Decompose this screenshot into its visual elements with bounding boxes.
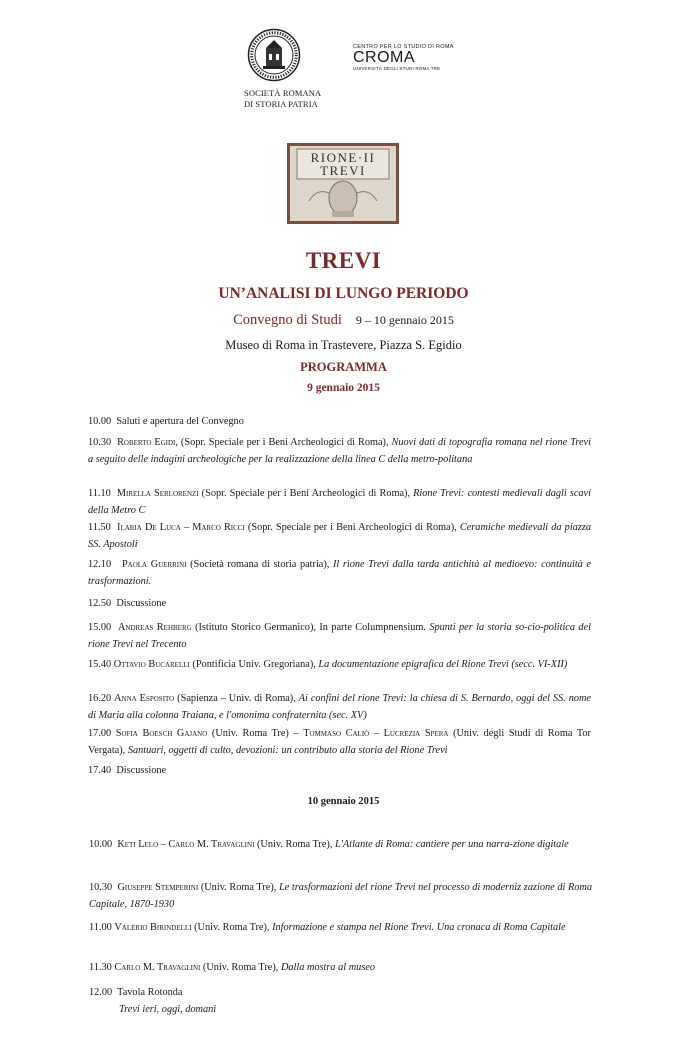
page-title: TREVI — [305, 248, 382, 273]
entry-speaker: Andreas Rehberg — [117, 622, 192, 633]
entry-time: 12.00 — [89, 987, 113, 998]
entry-affiliation-2: (Univ. degli Studi di Roma Tor Vergata), — [88, 728, 591, 756]
entry-affiliation: (Istituto Storico Germanico), In parte Columpnensium. — [191, 622, 430, 633]
entry-affiliation: (Univ. Roma Tre), — [191, 922, 273, 933]
convegno-line — [0, 312, 687, 329]
entry-text: Discussione — [116, 598, 167, 609]
entry-title: La documentazione epigrafica del Rione Trevi (secc. VI-XII) — [318, 659, 568, 670]
program-entry — [88, 485, 591, 519]
entry-speaker: Sofia Boesch Gajano — [115, 728, 208, 739]
entry-speaker: Valerio Birindelli — [114, 922, 192, 933]
venue: Museo di Roma in Trastevere, Piazza S. Egidio — [225, 338, 462, 352]
entry-speaker: Keti Lelo – Carlo M. Travaglini — [117, 839, 255, 850]
entry-title: Nuovi dati di topografia romana nel rione Trevi a seguito delle indagini archeologiche per la realizzazione della linea C della metro-politana — [88, 437, 591, 465]
program-entry — [88, 413, 591, 430]
subtitle: UN’ANALISI DI LUNGO PERIODO — [218, 285, 469, 302]
program-entry — [89, 984, 592, 1018]
entry-title: Ai confini del rione Trevi: la chiesa di S. Bernardo, oggi del SS. nome di Maria alla colonna Traiana, e l'omonima confraternita (sec. XV) — [88, 693, 592, 721]
entry-affiliation: (Sopr. Speciale per i Beni Archeologici di Roma), — [244, 522, 460, 533]
program-entry — [89, 836, 592, 853]
plaque-line-1: RIONE·II — [310, 150, 376, 165]
entry-title: Le trasformazioni del rione Trevi nel processo di moderniz zazione di Roma Capitale, 1870-1930 — [89, 882, 592, 910]
convegno-dates: 9 – 10 gennaio 2015 — [355, 313, 454, 327]
programma-heading: PROGRAMMA — [300, 360, 387, 374]
society-seal-logo — [247, 28, 301, 82]
entry-title: Ceramiche medievali da piazza SS. Apostoli — [88, 522, 592, 550]
croma-wordmark: CROMA — [353, 49, 416, 66]
entry-title: Informazione e stampa nel Rione Trevi. Una cronaca di Roma Capitale — [272, 922, 566, 933]
entry-text: Tavola Rotonda — [117, 987, 183, 998]
program-entry — [88, 595, 591, 612]
entry-time: 10.00 — [88, 416, 112, 427]
entry-speaker: Anna Esposito — [114, 693, 175, 704]
program-entry — [88, 434, 591, 468]
croma-caption-top: CENTRO PER LO STUDIO DI ROMA — [353, 44, 454, 50]
entry-title: Trevi ieri, oggi, domani — [119, 1004, 217, 1015]
society-line-2: DI STORIA PATRIA — [244, 99, 318, 109]
entry-title: L'Atlante di Roma: cantiere per una narra-zione digitale — [334, 839, 569, 850]
entry-time: 15.40 — [88, 659, 112, 670]
entry-time: 17.00 — [88, 728, 112, 739]
entry-time: 17.40 — [88, 765, 112, 776]
entry-affiliation: (Univ. Roma Tre) – — [207, 728, 304, 739]
society-line-1: SOCIETÀ ROMANA — [244, 88, 322, 98]
program-entry — [89, 879, 592, 913]
program-entry — [89, 919, 592, 936]
program-entry — [88, 519, 591, 553]
entry-affiliation: , (Sopr. Speciale per i Beni Archeologici di Roma), — [175, 437, 392, 448]
entry-time: 15.00 — [88, 622, 112, 633]
day2-heading: 10 gennaio 2015 — [307, 796, 380, 807]
entry-time: 11.30 — [89, 962, 112, 973]
entry-time: 11.00 — [89, 922, 112, 933]
entry-speaker: Roberto Egidi — [117, 437, 176, 448]
entry-affiliation: (Società romana di storia patria), — [186, 559, 333, 570]
entry-time: 12.10 — [88, 559, 112, 570]
entry-time: 10.00 — [89, 839, 113, 850]
entry-title: Dalla mostra al museo — [280, 962, 376, 973]
entry-affiliation: (Pontificia Univ. Gregoriana), — [189, 659, 319, 670]
entry-title: Rione Trevi: contesti medievali dagli scavi della Metro C — [88, 488, 591, 516]
program-entry — [88, 690, 591, 724]
entry-speaker: Carlo M. Travaglini — [114, 962, 201, 973]
entry-speaker: Ottavio Bucarelli — [113, 659, 190, 670]
convegno-label: Convegno di Studi — [233, 312, 342, 328]
entry-speaker: Paola Guerrini — [121, 559, 187, 570]
entry-affiliation: (Sapienza – Univ. di Roma), — [174, 693, 299, 704]
program-entry — [88, 762, 591, 779]
entry-time: 11.50 — [88, 522, 111, 533]
program-entry — [88, 656, 591, 673]
program-entry — [88, 725, 591, 759]
croma-logo — [353, 44, 454, 71]
society-name — [244, 88, 321, 110]
rione-trevi-plaque-image — [287, 143, 399, 224]
entry-title: Spunti per la storia so-cio-politica del rione Trevi nel Trecento — [88, 622, 592, 650]
entry-time: 16.20 — [88, 693, 112, 704]
entry-text: Saluti e apertura del Convegno — [116, 416, 244, 427]
entry-time: 10.30 — [89, 882, 113, 893]
entry-affiliation: (Sopr. Speciale per i Beni Archeologici di Roma), — [198, 488, 414, 499]
entry-text: Discussione — [116, 765, 167, 776]
program-entry — [89, 959, 592, 976]
plaque-line-2: TREVI — [320, 163, 366, 178]
entry-affiliation: (Univ. Roma Tre), — [254, 839, 335, 850]
entry-affiliation: (Univ. Roma Tre), — [200, 962, 281, 973]
entry-speaker: Mirella Serlorenzi — [116, 488, 199, 499]
program-entry — [88, 619, 591, 653]
entry-speaker: Giuseppe Stemperini — [117, 882, 199, 893]
entry-affiliation: (Univ. Roma Tre), — [198, 882, 279, 893]
program-entry — [88, 556, 591, 590]
entry-time: 11.10 — [88, 488, 111, 499]
croma-caption-bottom: UNIVERSITÀ DEGLI STUDI ROMA TRE — [353, 66, 441, 71]
day1-heading: 9 gennaio 2015 — [307, 382, 380, 394]
entry-speaker-2: Tommaso Caliò – Lucrezia Spera — [303, 728, 449, 739]
entry-speaker: Ilaria De Luca – Marco Ricci — [117, 522, 245, 533]
entry-title: Santuari, oggetti di culto, devozioni: un contributo alla storia del Rione Trevi — [127, 745, 448, 756]
entry-time: 10.30 — [88, 437, 112, 448]
entry-time: 12.50 — [88, 598, 112, 609]
entry-title: Il rione Trevi dalla tarda antichità al medioevo: continuità e trasformazioni. — [88, 559, 591, 587]
